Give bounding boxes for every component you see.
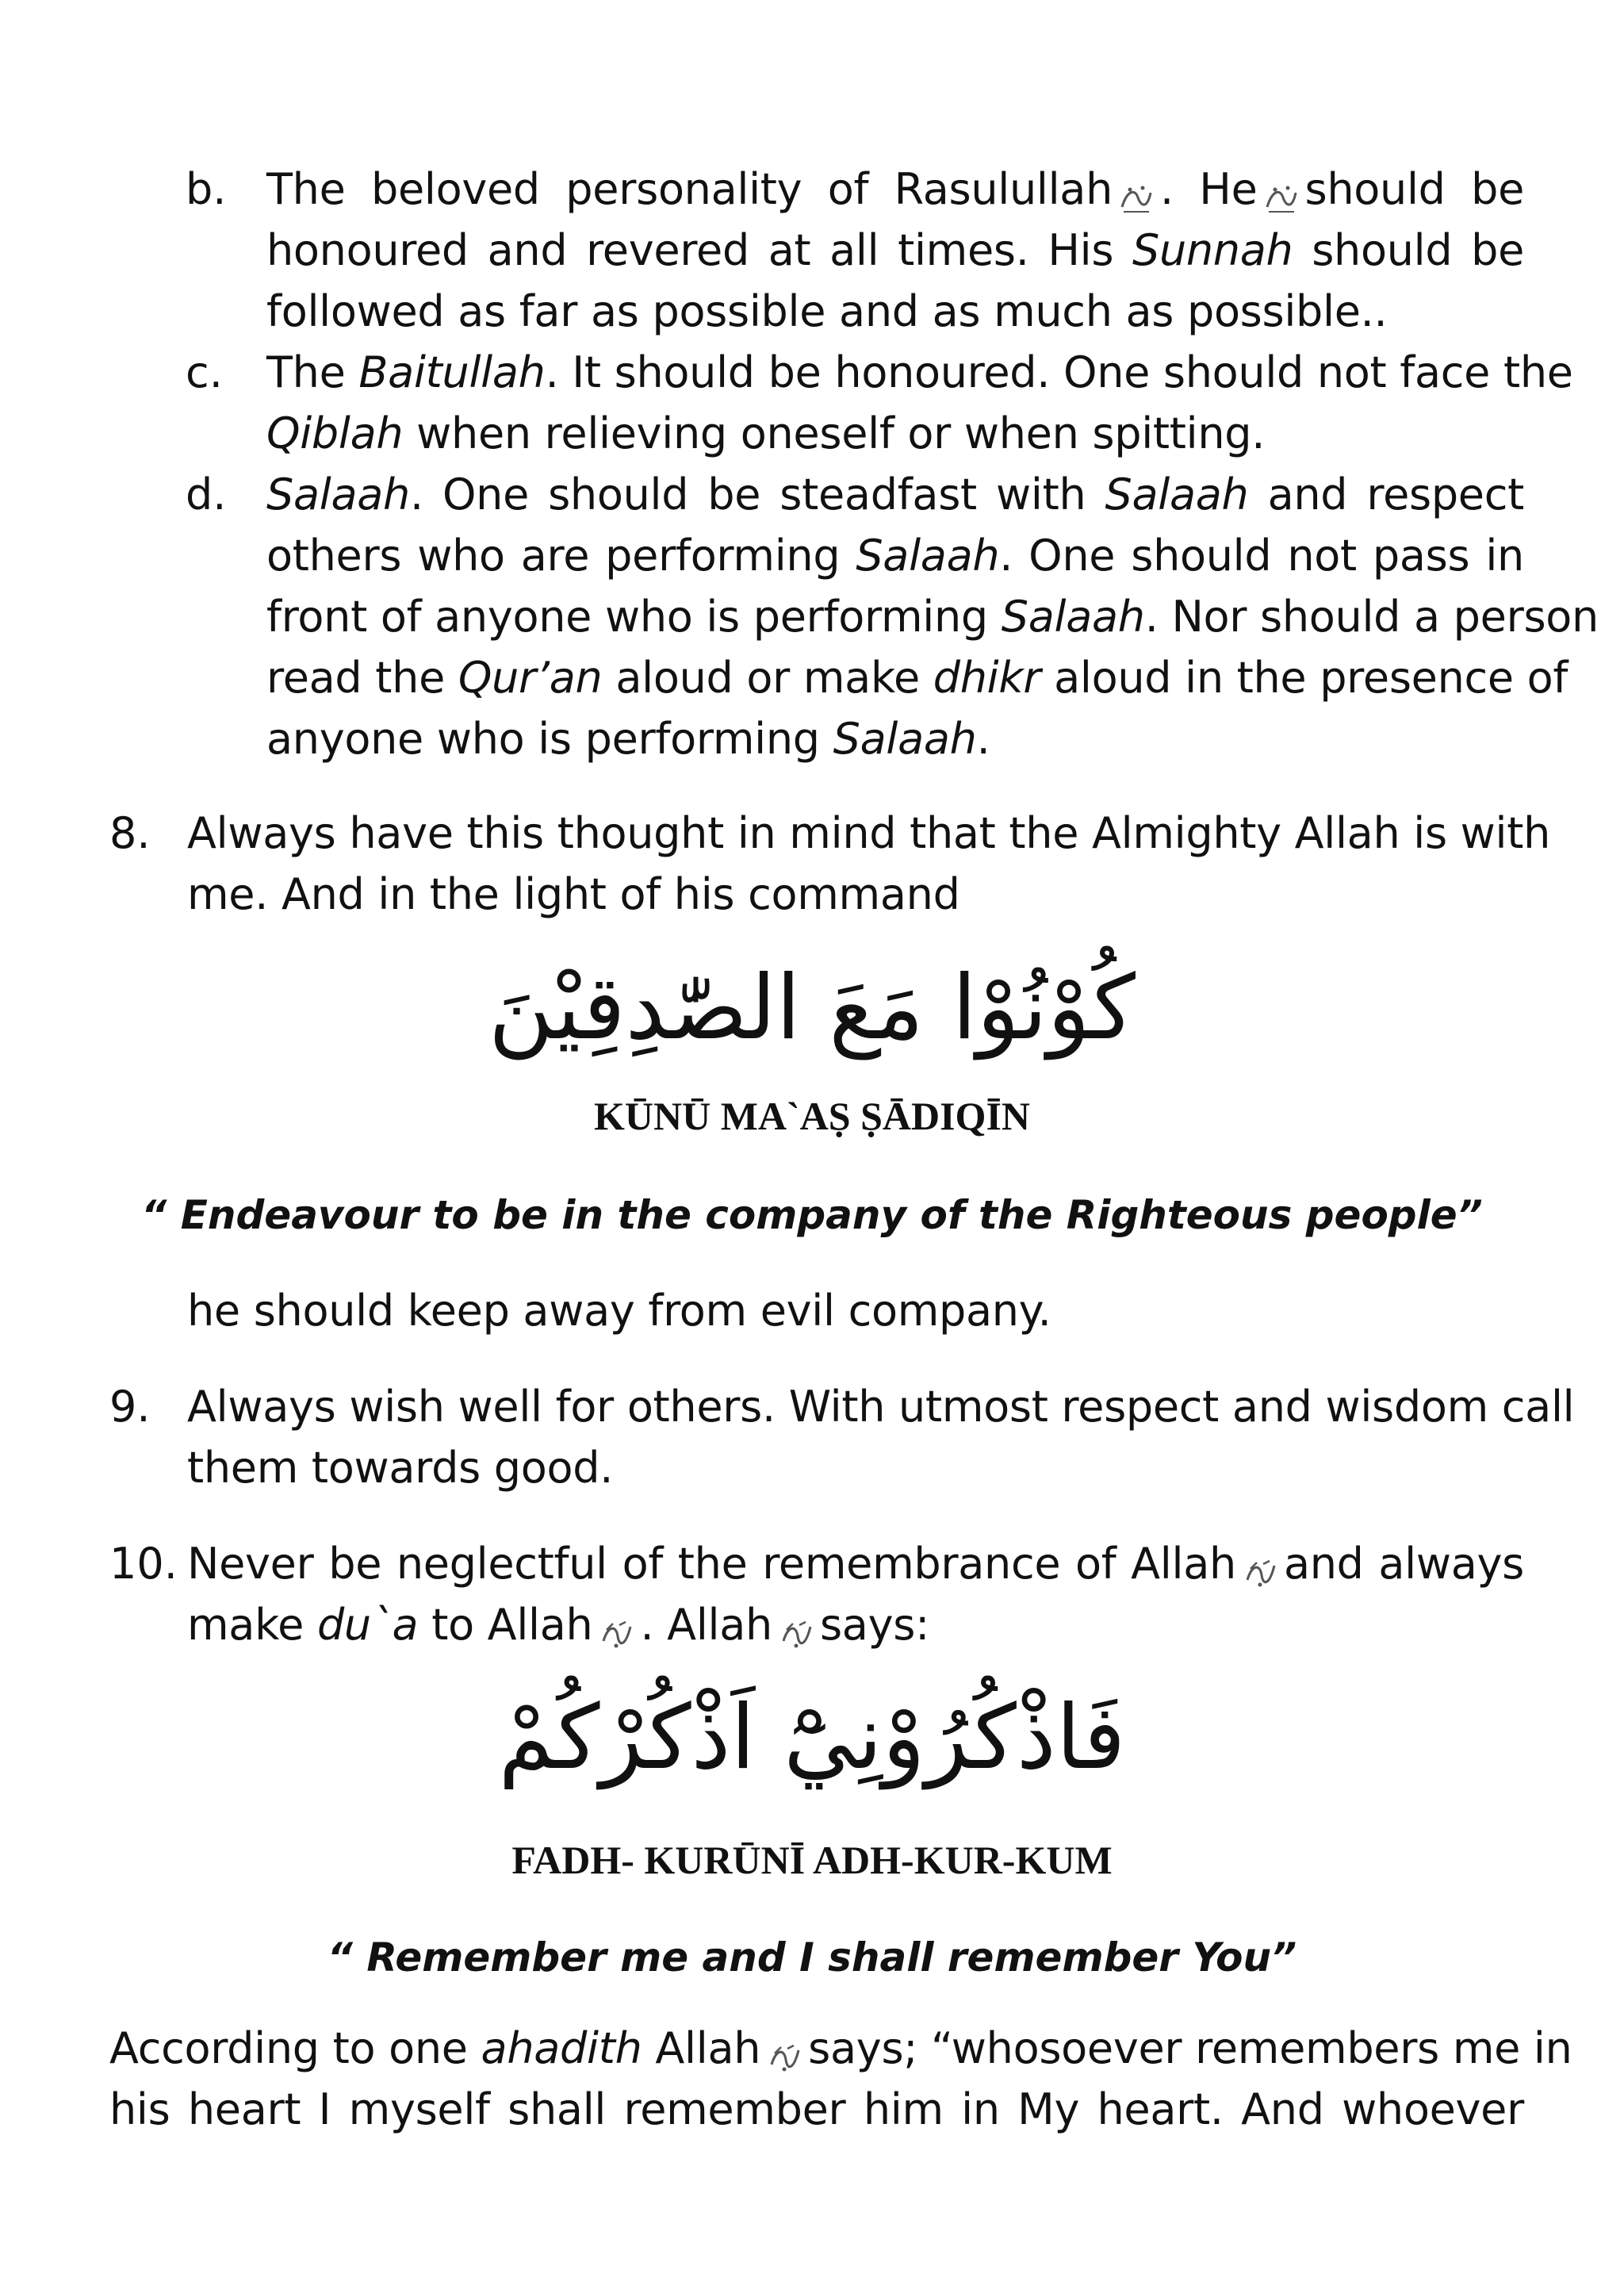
honorific-saw-icon [1264,170,1299,201]
item-c-line-2: Qiblah when relieving oneself or when spitting. [266,408,1266,458]
translation-quote-2: “ Remember me and I shall remember You” [327,1934,1297,1980]
honorific-swt-icon [779,1605,814,1637]
transliteration-2: FADH- KURŪNĪ ADH-KUR-KUM [511,1838,1113,1882]
item-b-line-1: The beloved personality of Rasulullah . He should be [266,164,1524,214]
item-8-line-1: Always have this thought in mind that the Almighty Allah is with [187,808,1551,858]
closing-line-2: his heart I myself shall remember him in My heart. And whoever [109,2084,1524,2134]
arabic-verse-1: كُوْنُوْا مَعَ الصّٰدِقِيْنَ [488,957,1136,1060]
honorific-swt-icon [767,2029,802,2061]
item-d-line-3: front of anyone who is performing Salaah. Nor should a person [266,592,1599,642]
honorific-saw-icon [1119,170,1154,201]
item-10-line-1: Never be neglectful of the remembrance of Allah and always [187,1539,1524,1589]
item-8-line-2: me. And in the light of his command [187,869,960,919]
item-8-marker: 8. [109,808,151,858]
translation-quote-1: “ Endeavour to be in the company of the Righteous people” [141,1192,1483,1238]
honorific-swt-icon [599,1605,634,1637]
item-d-line-4: read the Qur’an aloud or make dhikr aloud in the presence of [266,653,1568,703]
item-8-continuation: he should keep away from evil company. [187,1286,1051,1336]
item-b-line-2: honoured and revered at all times. His Sunnah should be [266,225,1524,275]
item-d-marker: d. [186,470,227,520]
item-9-line-2: them towards good. [187,1443,614,1493]
transliteration-1: KŪNŪ MA`AṢ ṢĀDIQĪN [593,1094,1031,1138]
item-b-marker: b. [186,164,227,214]
item-c-line-1: The Baitullah. It should be honoured. One should not face the [266,347,1573,397]
arabic-verse-2: فَاذْكُرُوْنِيْٓ اَذْكُرْكُمْ [498,1686,1126,1789]
item-d-line-1: Salaah. One should be steadfast with Salaah and respect [266,470,1524,520]
item-c-marker: c. [186,347,223,397]
item-10-marker: 10. [109,1539,178,1589]
closing-line-1: According to one ahadith Allah says; “whosoever remembers me in [109,2023,1572,2073]
item-10-line-2: make du`a to Allah . Allah says: [187,1600,929,1650]
item-9-marker: 9. [109,1382,151,1432]
item-b-line-3: followed as far as possible and as much as possible.. [266,286,1388,336]
item-9-line-1: Always wish well for others. With utmost respect and wisdom call [187,1382,1575,1432]
item-d-line-5: anyone who is performing Salaah. [266,714,990,764]
honorific-swt-icon [1243,1544,1277,1576]
item-d-line-2: others who are performing Salaah. One should not pass in [266,531,1524,581]
